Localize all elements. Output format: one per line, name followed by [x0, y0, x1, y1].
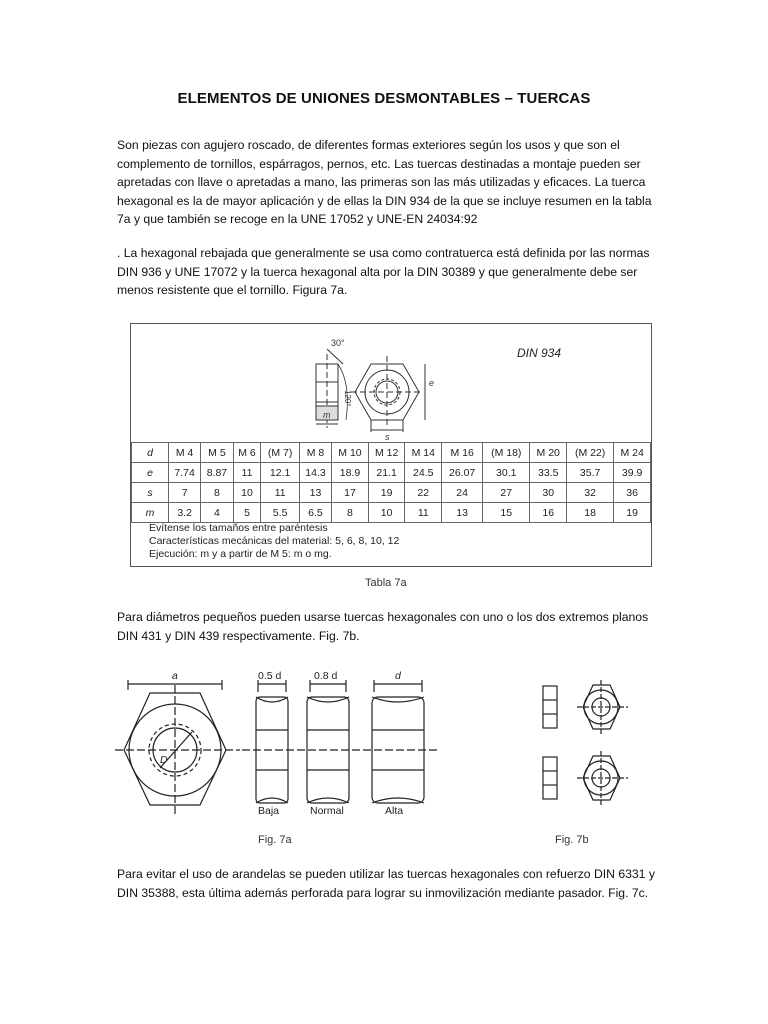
- row-header: e: [132, 463, 169, 483]
- table-cell: 16: [530, 503, 567, 523]
- nut-din431: [543, 680, 628, 734]
- din934-table: [131, 442, 651, 523]
- table-cell: 36: [614, 483, 651, 503]
- m-label: m: [323, 410, 331, 420]
- row-header: d: [132, 443, 169, 463]
- table-cell: 10: [368, 503, 405, 523]
- fig-7b-caption: Fig. 7b: [555, 834, 589, 846]
- label-baja: Baja: [258, 805, 280, 817]
- table-cell: 30: [530, 483, 567, 503]
- table-cell: 17: [332, 483, 369, 503]
- table-cell: 7.74: [169, 463, 201, 483]
- table-cell: 7: [169, 483, 201, 503]
- table-cell: 11: [261, 483, 299, 503]
- table-cell: 18: [567, 503, 614, 523]
- nut-baja: [256, 697, 288, 803]
- table-cell: M 14: [405, 443, 442, 463]
- table-cell: 27: [483, 483, 530, 503]
- table-cell: M 8: [299, 443, 331, 463]
- row-header: s: [132, 483, 169, 503]
- label-08d: 0.8 d: [314, 670, 338, 682]
- table-cell: 24.5: [405, 463, 442, 483]
- table-cell: M 16: [442, 443, 483, 463]
- paragraph-small-diameters: Para diámetros pequeños pueden usarse tuercas hexagonales con uno o los dos extremos planos DIN 431 y DIN 439 respectivamente. Fig. 7b.: [117, 610, 649, 643]
- table-row: [132, 483, 651, 503]
- table-cell: (M 18): [483, 443, 530, 463]
- table-cell: 13: [442, 503, 483, 523]
- table-cell: M 6: [233, 443, 261, 463]
- fig-7a-caption: Fig. 7a: [258, 834, 292, 846]
- table-cell: 8.87: [201, 463, 233, 483]
- table-cell: 8: [201, 483, 233, 503]
- table-cell: M 10: [332, 443, 369, 463]
- table-cell: 21.1: [368, 463, 405, 483]
- table-row: [132, 443, 651, 463]
- table-cell: (M 7): [261, 443, 299, 463]
- table-cell: 5.5: [261, 503, 299, 523]
- paragraph-reinforced: Para evitar el uso de arandelas se pueden utilizar las tuercas hexagonales con refuerzo DIN 6331 y DIN 35388, esta última además perforada para lograr su inmovilización mediante pasador. Fig. 7c.: [117, 867, 655, 900]
- label-d: d: [395, 670, 401, 682]
- table-cell: 13: [299, 483, 331, 503]
- hex-nut-front: [124, 693, 226, 805]
- table-cell: 19: [368, 483, 405, 503]
- table-cell: 24: [442, 483, 483, 503]
- table-cell: M 5: [201, 443, 233, 463]
- table-cell: M 24: [614, 443, 651, 463]
- table-cell: 32: [567, 483, 614, 503]
- nut-din439: [543, 751, 628, 805]
- table-cell: 18.9: [332, 463, 369, 483]
- table-cell: 5: [233, 503, 261, 523]
- paragraph-intro: Son piezas con agujero roscado, de diferentes formas exteriores según los usos y que son el complemento de tornillos, espárragos, pernos, etc. Las tuercas destinadas a montaje pueden ser apretadas con llave o apretadas a mano, las primeras son las más utilizadas y eficaces. La tuerca hexagonal es la de mayor aplicación y de ellas la DIN 934 de la que se incluye resumen en la tabla 7a y que también se recoge en la UNE 17052 y UNE-EN 24034:92: [117, 138, 652, 227]
- table-cell: 15: [483, 503, 530, 523]
- table-caption: Tabla 7a: [365, 577, 407, 589]
- din934-figure: [130, 323, 652, 567]
- table-cell: 26.07: [442, 463, 483, 483]
- nut-alta: [372, 697, 424, 803]
- table-cell: M 20: [530, 443, 567, 463]
- table-row: [132, 463, 651, 483]
- table-cell: 4: [201, 503, 233, 523]
- table-cell: 30.1: [483, 463, 530, 483]
- e-label: e: [429, 378, 435, 388]
- angle-30-label: 30°: [331, 338, 345, 348]
- table-cell: M 4: [169, 443, 201, 463]
- table-notes: [149, 522, 399, 561]
- label-05d: 0.5 d: [258, 670, 282, 682]
- table-cell: 33.5: [530, 463, 567, 483]
- paragraph-hexagonal: . La hexagonal rebajada que generalmente se usa como contratuerca está definida por las normas DIN 936 y UNE 17072 y la tuerca hexagonal alta por la DIN 30389 y que generalmente debe ser menos resistente que el tornillo. Figura 7a.: [117, 246, 650, 298]
- table-cell: 11: [405, 503, 442, 523]
- row-header: m: [132, 503, 169, 523]
- document-title: ELEMENTOS DE UNIONES DESMONTABLES – TUERCAS: [177, 90, 591, 107]
- label-alta: Alta: [385, 805, 404, 817]
- table-cell: 8: [332, 503, 369, 523]
- table-cell: 14.3: [299, 463, 331, 483]
- table-cell: 39.9: [614, 463, 651, 483]
- din934-label: DIN 934: [517, 346, 562, 360]
- note-materials: Características mecánicas del material: 5, 6, 8, 10, 12: [149, 535, 400, 547]
- label-normal: Normal: [310, 805, 344, 817]
- table-cell: (M 22): [567, 443, 614, 463]
- table-cell: 12.1: [261, 463, 299, 483]
- label-D: D: [160, 754, 168, 766]
- label-a: a: [172, 670, 178, 682]
- table-cell: 10: [233, 483, 261, 503]
- table-row: [132, 503, 651, 523]
- table-cell: 19: [614, 503, 651, 523]
- note-execution: Ejecución: m y a partir de M 5: m o mg.: [149, 548, 332, 560]
- table-cell: 22: [405, 483, 442, 503]
- nut-drawing: [131, 324, 651, 444]
- table-cell: 11: [233, 463, 261, 483]
- note-parentheses: Evítense los tamaños entre paréntesis: [149, 522, 328, 534]
- angle-120-label: 120°: [343, 390, 352, 407]
- table-cell: 35.7: [567, 463, 614, 483]
- nut-normal: [307, 697, 349, 803]
- table-cell: 3.2: [169, 503, 201, 523]
- table-cell: M 12: [368, 443, 405, 463]
- s-label: s: [385, 432, 390, 442]
- table-cell: 6.5: [299, 503, 331, 523]
